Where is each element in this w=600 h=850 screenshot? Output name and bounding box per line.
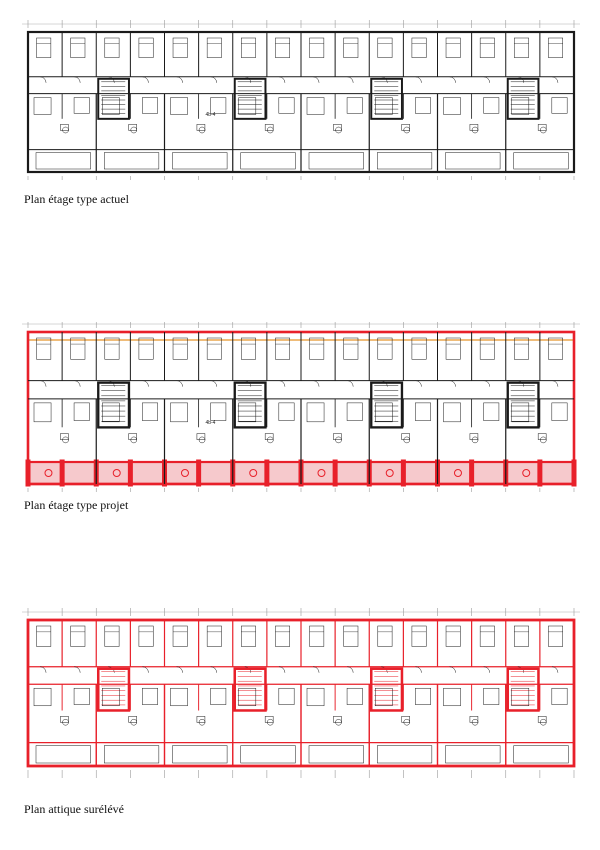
floor-plan-projet — [14, 322, 586, 492]
door-swing — [415, 667, 421, 673]
bed-symbol — [378, 338, 392, 359]
stair-core — [98, 669, 129, 711]
stair-core — [508, 79, 539, 119]
bed-symbol — [139, 626, 153, 646]
door-swing — [279, 381, 285, 387]
bed-symbol — [275, 626, 289, 646]
bathroom-symbol — [102, 403, 119, 422]
door-swing — [74, 381, 80, 387]
door-swing — [74, 667, 80, 673]
bed-symbol — [548, 338, 562, 359]
bed-symbol — [480, 626, 494, 646]
table-symbol — [63, 127, 69, 133]
kitchen-counter — [415, 688, 430, 704]
door-swing — [142, 667, 148, 673]
bed-symbol — [548, 626, 562, 646]
bathroom-symbol — [512, 403, 529, 422]
loggia — [241, 153, 296, 169]
door-swing — [552, 381, 558, 387]
loggia — [514, 153, 569, 169]
bed-symbol — [310, 626, 324, 646]
door-swing — [313, 77, 319, 83]
kitchen-counter — [279, 403, 294, 421]
bed-symbol — [548, 38, 562, 58]
loggia — [104, 153, 159, 169]
loggia — [514, 746, 569, 763]
table-symbol — [336, 127, 342, 133]
kitchen-counter — [415, 98, 430, 114]
door-swing — [450, 381, 456, 387]
kitchen-counter — [142, 98, 157, 114]
bed-symbol — [412, 38, 426, 58]
stair-core — [508, 669, 539, 711]
bathroom-symbol — [34, 403, 51, 422]
door-swing — [484, 381, 490, 387]
door-swing — [552, 667, 558, 673]
dimension-label: 4b-4 — [205, 112, 216, 118]
bed-symbol — [105, 338, 119, 359]
table-symbol — [199, 127, 205, 133]
loggia — [377, 153, 432, 169]
bed-symbol — [207, 38, 221, 58]
bathroom-symbol — [171, 688, 188, 706]
door-swing — [347, 77, 353, 83]
bed-symbol — [514, 338, 528, 359]
bed-symbol — [241, 626, 255, 646]
floor-plan-attique-drawing — [14, 606, 586, 778]
table-symbol — [404, 437, 410, 443]
table-symbol — [199, 437, 205, 443]
table-symbol — [540, 437, 546, 443]
bed-symbol — [378, 626, 392, 646]
bed-symbol — [310, 38, 324, 58]
loggia — [104, 746, 159, 763]
kitchen-counter — [279, 688, 294, 704]
bed-symbol — [241, 338, 255, 359]
table-symbol — [404, 127, 410, 133]
door-swing — [415, 77, 421, 83]
loggia — [173, 153, 228, 169]
bathroom-symbol — [307, 403, 324, 422]
bed-symbol — [514, 38, 528, 58]
bed-symbol — [310, 338, 324, 359]
bed-symbol — [139, 338, 153, 359]
door-swing — [279, 667, 285, 673]
bed-symbol — [37, 38, 51, 58]
door-swing — [552, 77, 558, 83]
stair-core — [235, 79, 266, 119]
loggia — [377, 746, 432, 763]
stair-core — [98, 383, 129, 428]
door-swing — [211, 667, 217, 673]
kitchen-counter — [142, 688, 157, 704]
bed-symbol — [412, 626, 426, 646]
table-symbol — [131, 127, 137, 133]
bed-symbol — [275, 338, 289, 359]
door-swing — [211, 77, 217, 83]
balcony-post — [538, 460, 542, 486]
kitchen-counter — [142, 403, 157, 421]
door-swing — [177, 667, 183, 673]
balcony-post — [197, 460, 201, 486]
floor-plan-projet-drawing — [14, 322, 586, 492]
balcony-post — [128, 460, 132, 486]
dining-table — [333, 434, 341, 440]
floor-plan-attique — [14, 606, 586, 778]
door-swing — [142, 381, 148, 387]
kitchen-counter — [74, 98, 89, 114]
loggia — [446, 746, 501, 763]
dining-table — [402, 434, 410, 440]
bed-symbol — [344, 38, 358, 58]
bathroom-symbol — [307, 688, 324, 706]
bed-symbol — [480, 338, 494, 359]
door-swing — [484, 667, 490, 673]
bed-symbol — [173, 38, 187, 58]
bathroom-symbol — [34, 688, 51, 706]
door-swing — [415, 381, 421, 387]
bed-symbol — [412, 338, 426, 359]
stair-core — [371, 669, 402, 711]
stair-core — [371, 79, 402, 119]
bed-symbol — [480, 38, 494, 58]
table-symbol — [472, 127, 478, 133]
table-symbol — [472, 437, 478, 443]
bed-symbol — [207, 626, 221, 646]
bed-symbol — [139, 38, 153, 58]
bathroom-symbol — [444, 688, 461, 706]
bed-symbol — [446, 338, 460, 359]
dining-table — [129, 434, 137, 440]
balcony-post — [333, 460, 337, 486]
bed-symbol — [446, 626, 460, 646]
door-swing — [40, 381, 46, 387]
balcony-post — [60, 460, 64, 486]
door-swing — [211, 381, 217, 387]
bed-symbol — [514, 626, 528, 646]
bed-symbol — [275, 38, 289, 58]
bathroom-symbol — [444, 403, 461, 422]
balcony-post — [265, 460, 269, 486]
door-swing — [313, 667, 319, 673]
kitchen-counter — [552, 403, 567, 421]
kitchen-counter — [552, 98, 567, 114]
bed-symbol — [105, 38, 119, 58]
bathroom-symbol — [34, 98, 51, 115]
door-swing — [347, 667, 353, 673]
table-symbol — [131, 437, 137, 443]
dimension-label: 4b-4 — [205, 420, 216, 427]
stair-core — [371, 383, 402, 428]
kitchen-counter — [347, 98, 362, 114]
stair-core — [508, 383, 539, 428]
kitchen-counter — [484, 98, 499, 114]
bed-symbol — [71, 626, 85, 646]
door-swing — [450, 667, 456, 673]
table-symbol — [63, 437, 69, 443]
stair-core — [235, 669, 266, 711]
dining-table — [60, 434, 68, 440]
door-swing — [40, 77, 46, 83]
bed-symbol — [241, 38, 255, 58]
bed-symbol — [378, 38, 392, 58]
bed-symbol — [446, 38, 460, 58]
loggia — [309, 153, 364, 169]
loggia — [36, 746, 91, 763]
stair-core — [98, 79, 129, 119]
loggia — [309, 746, 364, 763]
dining-table — [538, 434, 546, 440]
door-swing — [142, 77, 148, 83]
bed-symbol — [207, 338, 221, 359]
caption-actuel: Plan étage type actuel — [24, 192, 129, 206]
bathroom-symbol — [444, 98, 461, 115]
floor-plan-actuel — [14, 20, 586, 180]
bathroom-symbol — [171, 98, 188, 115]
table-symbol — [336, 437, 342, 443]
dining-table — [197, 434, 205, 440]
door-swing — [177, 77, 183, 83]
bed-symbol — [173, 338, 187, 359]
kitchen-counter — [484, 403, 499, 421]
loggia — [446, 153, 501, 169]
bed-symbol — [37, 338, 51, 359]
bed-symbol — [71, 38, 85, 58]
bed-symbol — [173, 626, 187, 646]
kitchen-counter — [484, 688, 499, 704]
door-swing — [40, 667, 46, 673]
bed-symbol — [37, 626, 51, 646]
floor-plan-actuel-drawing — [14, 20, 586, 180]
door-swing — [450, 77, 456, 83]
kitchen-counter — [211, 98, 226, 114]
balcony-post — [470, 460, 474, 486]
bathroom-symbol — [171, 403, 188, 422]
door-swing — [484, 77, 490, 83]
door-swing — [347, 381, 353, 387]
kitchen-counter — [279, 98, 294, 114]
caption-attique: Plan attique surélévé — [24, 802, 124, 816]
loggia — [173, 746, 228, 763]
table-symbol — [267, 127, 273, 133]
door-swing — [74, 77, 80, 83]
bed-symbol — [71, 338, 85, 359]
loggia — [241, 746, 296, 763]
kitchen-counter — [211, 403, 226, 421]
loggia — [36, 153, 91, 169]
kitchen-counter — [415, 403, 430, 421]
balcony-post — [401, 460, 405, 486]
table-symbol — [540, 127, 546, 133]
bathroom-symbol — [239, 403, 256, 422]
dining-table — [470, 434, 478, 440]
bed-symbol — [344, 338, 358, 359]
table-symbol — [267, 437, 273, 443]
caption-projet: Plan étage type projet — [24, 498, 129, 512]
bathroom-symbol — [375, 403, 392, 422]
bathroom-symbol — [307, 98, 324, 115]
kitchen-counter — [552, 688, 567, 704]
kitchen-counter — [347, 403, 362, 421]
dining-table — [265, 434, 273, 440]
door-swing — [279, 77, 285, 83]
stair-core — [235, 383, 266, 428]
door-swing — [313, 381, 319, 387]
kitchen-counter — [211, 688, 226, 704]
bed-symbol — [344, 626, 358, 646]
bed-symbol — [105, 626, 119, 646]
kitchen-counter — [74, 403, 89, 421]
door-swing — [177, 381, 183, 387]
kitchen-counter — [74, 688, 89, 704]
kitchen-counter — [347, 688, 362, 704]
